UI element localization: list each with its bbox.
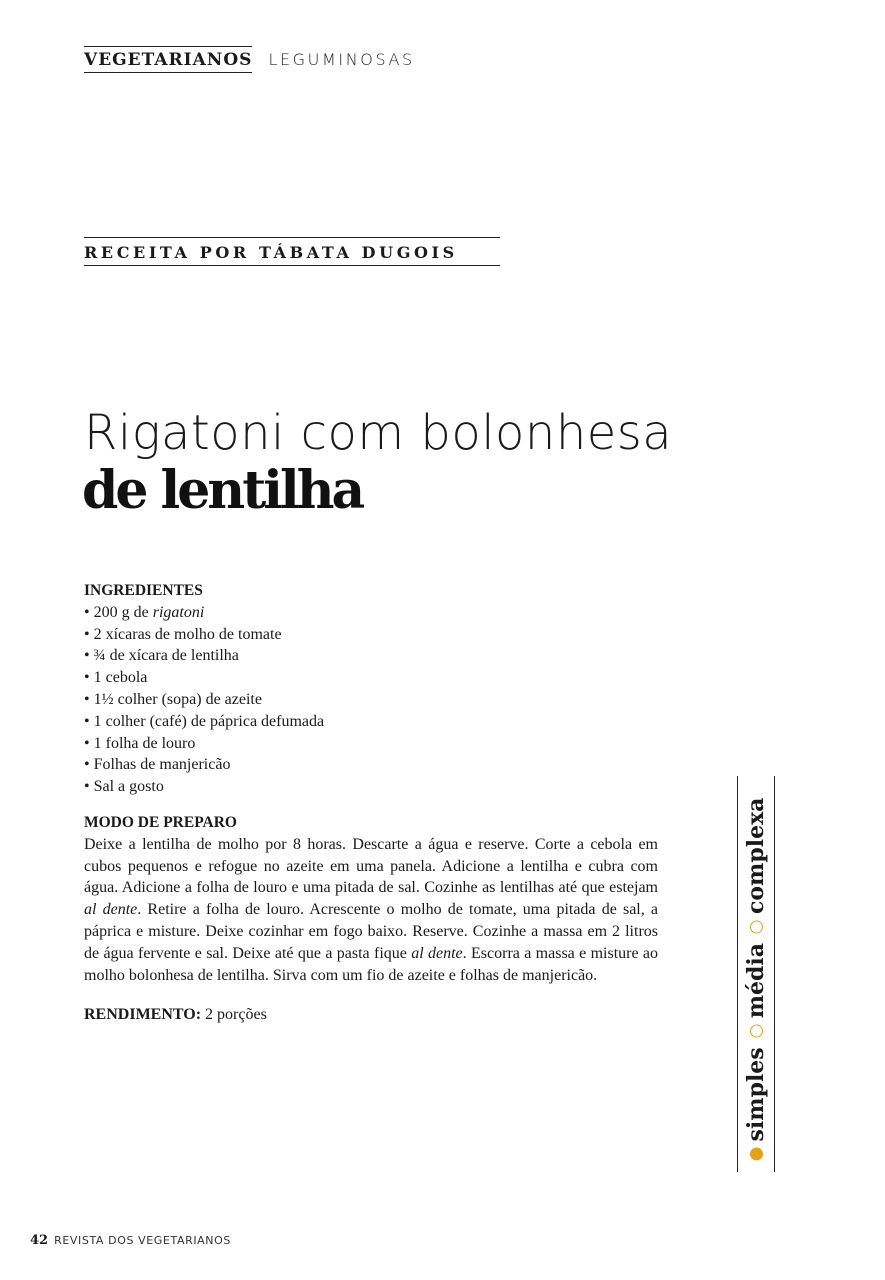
recipe-title-line2: de lentilha	[82, 460, 363, 521]
ingredient-item: • 1 cebola	[84, 667, 658, 689]
ingredient-item: • 200 g de rigatoni	[84, 602, 658, 624]
difficulty-levels	[743, 788, 769, 1161]
yield-label: RENDIMENTO:	[84, 1006, 202, 1024]
ingredient-item: • 1 colher (café) de páprica defumada	[84, 711, 658, 733]
subsection-title: LEGUMINOSAS	[268, 50, 415, 69]
ingredient-item: • 2 xícaras de molho de tomate	[84, 624, 658, 646]
ingredient-item: • Folhas de manjericão	[84, 754, 658, 776]
ingredient-item: • Sal a gosto	[84, 776, 658, 798]
difficulty-level-complex: complexa	[743, 797, 769, 915]
ingredient-item: • 1½ colher (sopa) de azeite	[84, 689, 658, 711]
ingredients-heading: INGREDIENTES	[84, 582, 203, 599]
recipe-title-line1: Rigatoni com bolonhesa	[84, 405, 673, 461]
recipe-content	[84, 580, 658, 1026]
difficulty-empty-dot-icon	[750, 1024, 763, 1037]
ingredients-list	[84, 602, 658, 798]
difficulty-scale	[737, 776, 775, 1172]
recipe-yield	[84, 1004, 658, 1026]
difficulty-level-simple: simples	[743, 1047, 769, 1142]
recipe-byline: RECEITA POR TÁBATA DUGOIS	[84, 237, 500, 266]
preparation-text: Deixe a lentilha de molho por 8 horas. Descarte a água e reserve. Corte a cebola em cubos pequenos e refogue no azeite em uma panela. Adicione a lentilha e cubra com água. Adicione a folha de louro e uma pitada de sal. Cozinhe as lentilhas até que estejam al dente. Retire a folha de louro. Acrescente o molho de tomate, uma pitada de sal, a páprica e misture. Deixe cozinhar em fogo baixo. Reserve. Cozinhe a massa em 2 litros de água fervente e sal. Deixe até que a pasta fique al dente. Escorra a massa e misture ao molho bolonhesa de lentilha. Sirva com um fio de azeite e folhas de manjericão.	[84, 835, 659, 984]
difficulty-filled-dot-icon	[750, 1147, 763, 1160]
page-footer	[30, 1233, 231, 1248]
magazine-name: REVISTA DOS VEGETARIANOS	[54, 1234, 231, 1247]
ingredient-item: • 1 folha de louro	[84, 733, 658, 755]
preparation-heading: MODO DE PREPARO	[84, 813, 237, 831]
section-header	[84, 46, 415, 73]
difficulty-empty-dot-icon	[750, 920, 763, 933]
section-title: VEGETARIANOS	[84, 46, 252, 73]
ingredient-item: • ¾ de xícara de lentilha	[84, 645, 658, 667]
yield-value: 2 porções	[201, 1006, 267, 1024]
difficulty-level-medium: média	[743, 943, 769, 1019]
page-number: 42	[30, 1233, 49, 1248]
